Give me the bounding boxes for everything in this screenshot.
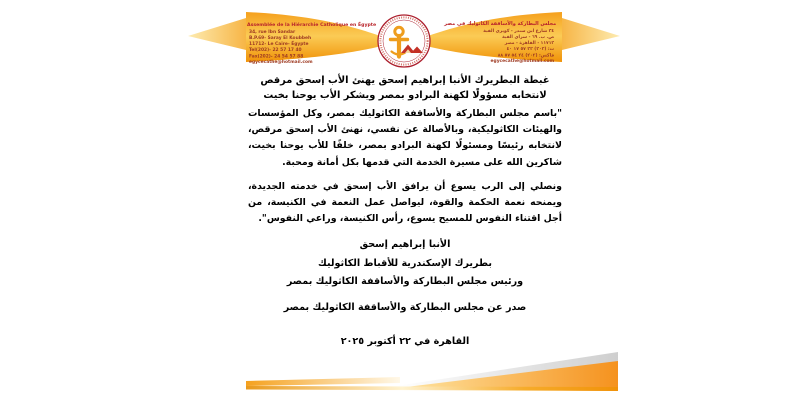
letter-headline bbox=[195, 74, 615, 103]
address-ar-line: ص. ب. ٦٩ - سراي القبة bbox=[501, 34, 554, 40]
org-title-ar-text: مجلس البطاركة والأساقفة الكاثوليك في مصر bbox=[443, 21, 556, 27]
address-fr-line: 34, rue Ibn Sandar bbox=[249, 29, 296, 35]
signature-name: الأنبا إبراهيم إسحق bbox=[359, 239, 451, 250]
address-fr-line: Fax(202)- 24 54 57 88 bbox=[249, 53, 304, 59]
org-title-fr-text: Assemblée de la Hiérarchie Catholique en Égypte bbox=[247, 22, 377, 28]
body-paragraph-2: ونصلي إلى الرب يسوع أن يرافق الأب إسحق في خدمته الجديدة، ويمنحه نعمة الحكمة والقوة، ليواصل عمل النعمة في الكنيسة، من أجل اقتناء النفوس للمسيح يسوع، رأس الكنيسة، وراعي النفوس". bbox=[248, 181, 562, 225]
address-ar-line: فاكس: (٢٠٢) ٢٤ ٥٤ ٥٧ ٨٨ bbox=[497, 52, 554, 58]
signature-title-2: ورئيس مجلس البطاركة والأساقفة الكاثوليك بمصر bbox=[286, 276, 524, 288]
issued-by-line: صدر عن مجلس البطاركة والأساقفة الكاثوليك بمصر bbox=[283, 302, 527, 313]
address-ar-email: egycecathe@hotmail.com bbox=[490, 58, 554, 64]
signature-title-1: بطريرك الإسكندرية للأقباط الكاثوليك bbox=[318, 257, 492, 269]
body-paragraph-1: "باسم مجلس البطاركة والأساقفة الكاثوليك بمصر، وكل المؤسسات والهيئات الكاثوليكية، وبالأصالة عن نفسي، نهنئ الأب إسحق مرقص، لانتخابه رئيسًا ومسئولًا لكهنة البرادو بمصر، خلفًا للأب يوحنا بخيت، شاكرين الله على مسيرة الخدمة التي قدمها بكل أمانة ومحبة. bbox=[248, 108, 562, 168]
address-ar-line: ١١٧١٢ - القاهرة - مصر bbox=[504, 40, 554, 46]
footer-swoosh bbox=[246, 352, 618, 391]
address-fr-line: B.P.69- Saray El Koubbeh bbox=[249, 35, 312, 41]
headline-line2: لانتخابه مسؤولًا لكهنة البرادو بمصر ويشكر الأب يوحنا بخيت bbox=[263, 89, 547, 101]
date-line: القاهرة في ٢٢ أكتوبر ٢٠٢٥ bbox=[340, 336, 470, 347]
address-ar-line: ٣٤ شارع ابن سندر - كوبري القبة bbox=[483, 28, 554, 34]
headline-line1: غبطة البطريرك الأنبا إبراهيم إسحق يهنئ الأب إسحق مرقص bbox=[260, 75, 550, 86]
address-fr-email: egycecathe@hotmail.com bbox=[249, 59, 313, 65]
signature-block bbox=[195, 236, 615, 292]
address-ar-line: ت: (٢٠٢) ٢٢ ٥٧ ١٧ ٤٠ bbox=[506, 46, 554, 52]
address-fr-line: 11712- Le Caire- Égypte bbox=[249, 41, 309, 47]
address-fr-line: Tel(202)- 22 57 17 40 bbox=[249, 47, 302, 53]
